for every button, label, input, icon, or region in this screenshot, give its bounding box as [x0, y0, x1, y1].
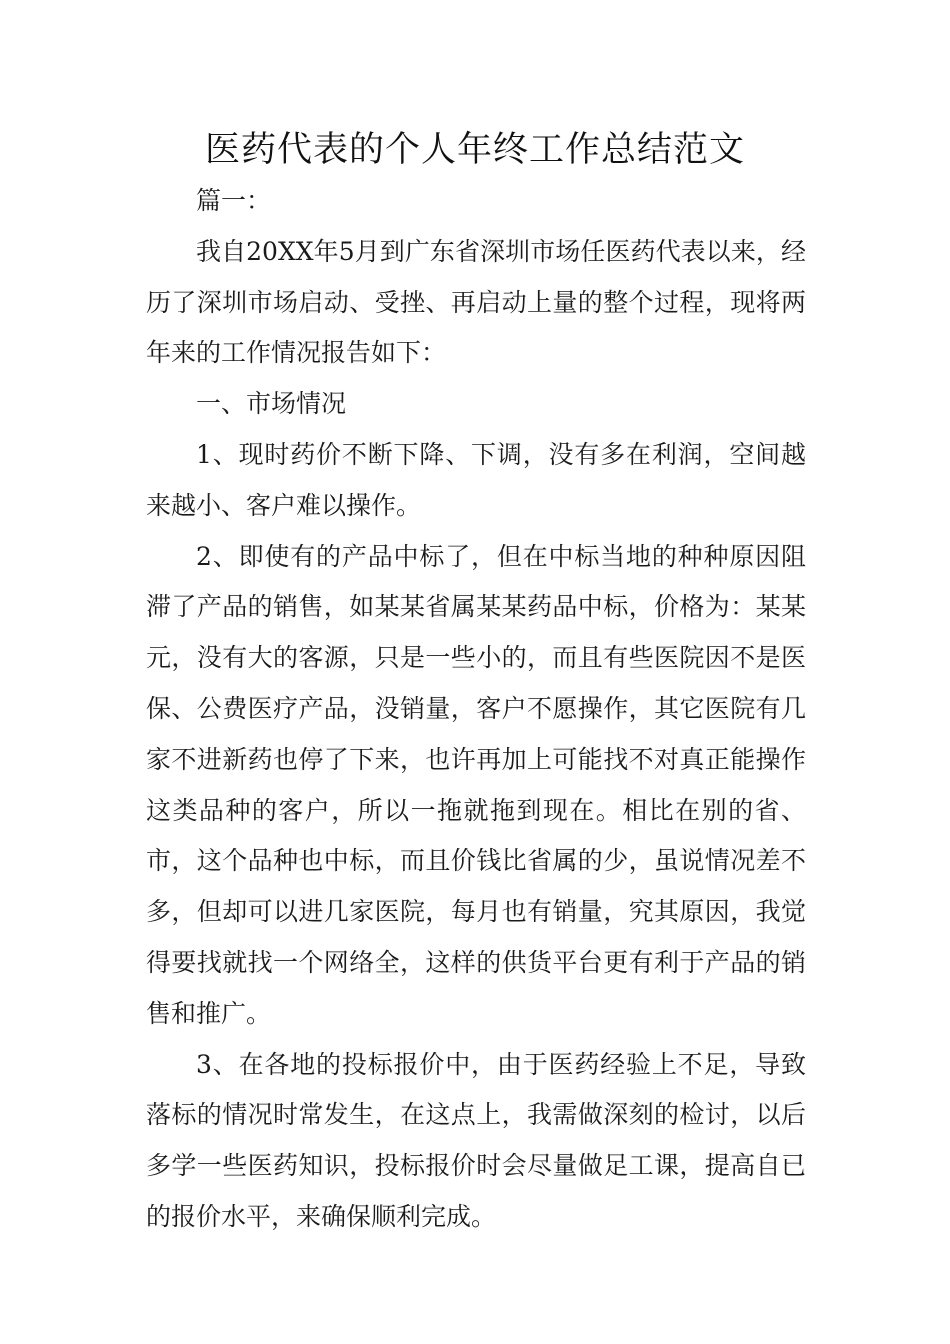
document-body — [146, 176, 806, 1243]
paragraph-point-1: 1、现时药价不断下降、下调，没有多在利润，空间越来越小、客户难以操作。 — [146, 439, 806, 520]
page-title: 医药代表的个人年终工作总结范文 — [204, 130, 745, 170]
paragraph-point-3: 3、在各地的投标报价中，由于医药经验上不足，导致落标的情况时常发生，在这点上，我需做深刻的检讨，以后多学一些医药知识，投标报价时会尽量做足工课，提高自已的报价水平，来确保顺利完成。 — [146, 1049, 806, 1231]
section-heading-part-one: 篇一： — [196, 186, 272, 215]
paragraph-point-2: 2、即使有的产品中标了，但在中标当地的种种原因阻滞了产品的销售，如某某省属某某药品中标，价格为：某某元，没有大的客源，只是一些小的，而且有些医院因不是医保、公费医疗产品，没销量，客户不愿操作，其它医院有几家不进新药也停了下来，也许再加上可能找不对真正能操作这类品种的客户，所以一拖就拖到现在。相比在别的省、市，这个品种也中标，而且价钱比省属的少，虽说情况差不多，但却可以进几家医院，每月也有销量，究其原因，我觉得要找就找一个网络全，这样的供货平台更有利于产品的销售和推广。 — [146, 541, 806, 1028]
paragraph-intro: 我自20XX年5月到广东省深圳市场任医药代表以来，经历了深圳市场启动、受挫、再启动上量的整个过程，现将两年来的工作情况报告如下： — [146, 236, 806, 368]
section-heading-market: 一、市场情况 — [196, 389, 347, 419]
